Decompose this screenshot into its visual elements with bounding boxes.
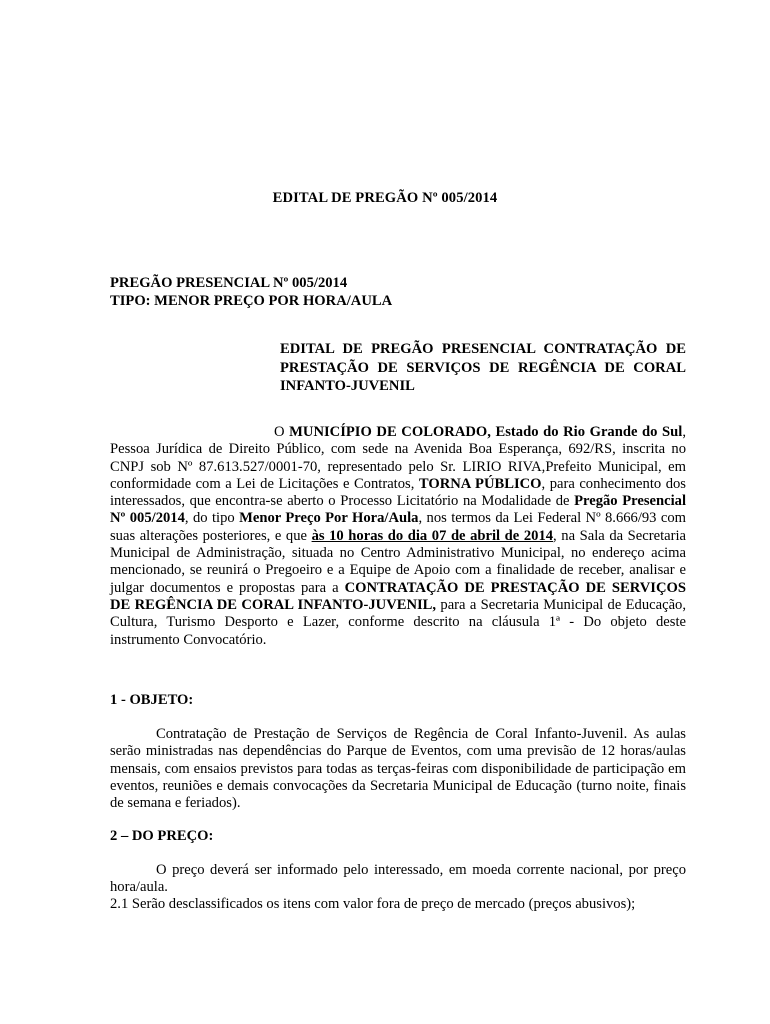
intro-text: , para conhecimento dos interessados, que encontra-se aberto o Processo Licitatório na Modalidade de [110, 475, 686, 510]
item-2-1: 2.1 Serão desclassificados os itens com valor fora de preço de mercado (preços abusivos); [110, 896, 636, 912]
intro-torna-publico: TORNA PÚBLICO [418, 475, 542, 492]
tipo-line: TIPO: MENOR PREÇO POR HORA/AULA [110, 293, 393, 309]
document-title: EDITAL DE PREGÃO Nº 005/2014 [272, 190, 498, 206]
intro-tipo: Menor Preço Por Hora/Aula [239, 510, 419, 527]
objeto-text: Contratação de Prestação de Serviços de Regência de Coral Infanto-Juvenil. As aulas serão ministradas nas dependências do Parque de Eventos, com uma previsão de 12 horas/aulas mensais, com ensaios previstos para todas as terças-feiras com disponibilidade de participação em eventos, reuniões e demais convocações da Secretaria Municipal de Educação (turno noite, finais de semana e feriados). [110, 726, 686, 812]
document-header-block [110, 274, 392, 310]
intro-modalidade: Pregão Presencial Nº 005/2014 [110, 493, 686, 527]
section-preco-heading: 2 – DO PREÇO: [110, 828, 214, 844]
intro-paragraph [110, 424, 686, 649]
intro-text: , do tipo [184, 510, 240, 527]
preco-text: O preço deverá ser informado pelo interessado, em moeda corrente nacional, por preço hora/aula. [110, 862, 686, 896]
intro-text: , nos termos da Lei Federal Nº 8.666/93 com suas alterações posteriores, e que [110, 510, 687, 544]
intro-text: O [274, 424, 290, 440]
intro-municipio: MUNICÍPIO DE COLORADO, Estado do Rio Grande do Sul [289, 424, 683, 440]
intro-text: , Pessoa Jurídica de Direito Público, com sede na Avenida Boa Esperança, 692/RS, inscrita no CNPJ sob Nº 87.613.527/0001-70, representado pelo Sr. LIRIO RIVA,Prefeito Municipal, em conformidade com a Lei de Licitações e Contratos, [110, 424, 686, 492]
section-preco-text [110, 862, 686, 897]
intro-date: às 10 horas do dia 07 de abril de 2014 [311, 527, 554, 544]
intro-text: , na Sala da Secretaria Municipal de Administração, situada no Centro Administrativo Municipal, no endereço acima mencionado, se reunirá o Pregoeiro e a Equipe de Apoio com a finalidade de receber, analisar e julgar documentos e propostas para a [110, 527, 687, 596]
section-objeto-heading: 1 - OBJETO: [110, 692, 194, 708]
edital-subtitle: EDITAL DE PREGÃO PRESENCIAL CONTRATAÇÃO DE PRESTAÇÃO DE SERVIÇOS DE REGÊNCIA DE CORAL INFANTO-JUVENIL [280, 341, 686, 394]
pregao-number-line: PREGÃO PRESENCIAL Nº 005/2014 [110, 275, 348, 291]
intro-object: CONTRATAÇÃO DE PRESTAÇÃO DE SERVIÇOS DE REGÊNCIA DE CORAL INFANTO-JUVENIL, [110, 579, 686, 613]
section-objeto-text [110, 726, 686, 812]
intro-text: para a Secretaria Municipal de Educação, Cultura, Turismo Desporto e Lazer, conforme descrito na cláusula 1ª - Do objeto deste instrumento Convocatório. [110, 596, 687, 648]
